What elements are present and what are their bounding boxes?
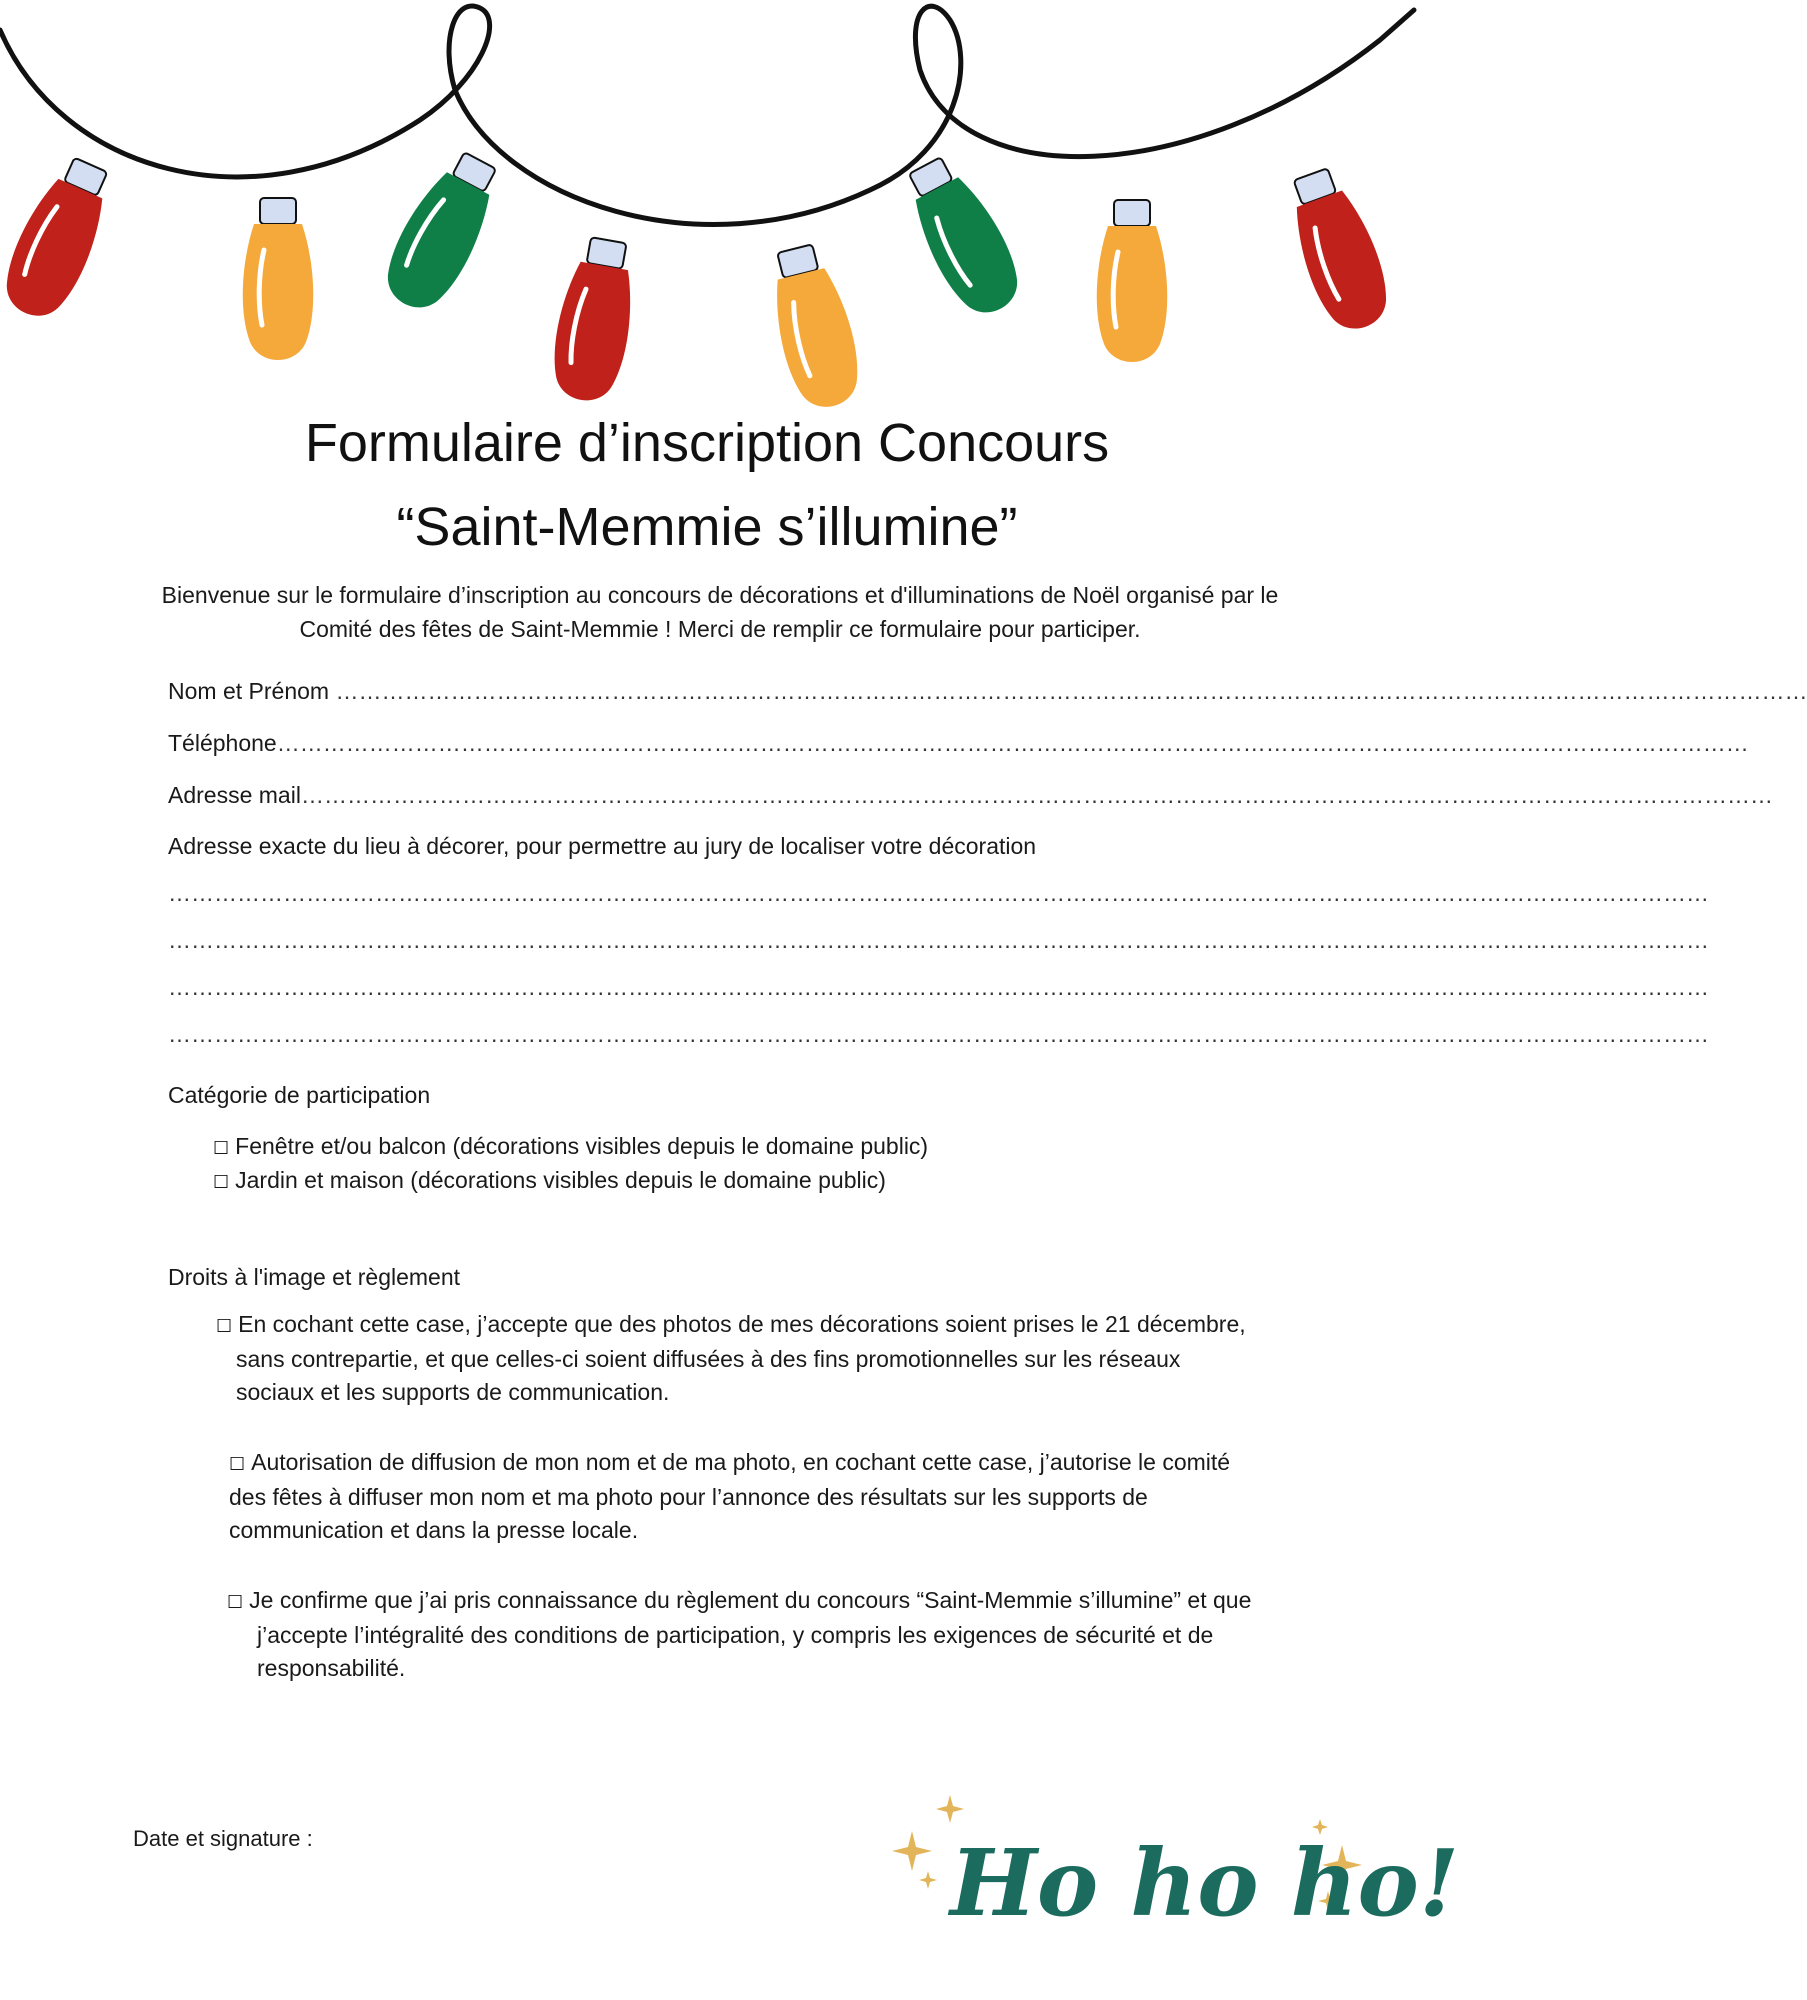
consent-name-photo[interactable] (229, 1446, 1249, 1547)
category-option-label: Jardin et maison (décorations visibles depuis le domaine public) (235, 1167, 886, 1193)
category-heading: Catégorie de participation (168, 1082, 431, 1108)
dotted-line: ………………………………………………………………………………………………………………………………………………………………………… (300, 782, 1773, 808)
bulb-green-1 (373, 144, 511, 320)
ho-ho-ho-greeting (880, 1775, 1460, 1945)
consent-rules-text: Je confirme que j’ai pris connaissance du règlement du concours “Saint-Memmie s’illumine” et que j’accepte l’intégralité des conditions de participation, y compris les exigences de sécurité et de responsabilité. (249, 1587, 1252, 1681)
bulb-red-1 (0, 151, 123, 328)
checkbox-icon[interactable]: ☐ (229, 1454, 246, 1475)
checkbox-icon[interactable]: ☐ (213, 1138, 230, 1159)
dotted-line: ………………………………………………………………………………………………………………………………………………………………………… (276, 730, 1749, 756)
phone-label: Téléphone (168, 730, 277, 756)
name-label: Nom et Prénom (168, 678, 330, 704)
contest-name: “Saint-Memmie s’illumine” (396, 497, 1018, 557)
address-line-2[interactable]: ………………………………………………………………………………………………………………………………………………………………………………… (168, 927, 1709, 953)
rights-heading: Droits à l'image et règlement (168, 1264, 461, 1290)
bulb-red-3 (1277, 162, 1399, 338)
bulb-red-2 (546, 234, 644, 406)
consent-photos-text: En cochant cette case, j’accepte que des photos de mes décorations soient prises le 21 décembre, sans contrepartie, et que celles-ci soient diffusées à des fins promotionnelles sur les réseaux sociaux et les supports de communication. (236, 1311, 1246, 1405)
christmas-lights-garland (0, 0, 1414, 420)
bulb-orange-2 (760, 240, 868, 414)
address-label: Adresse exacte du lieu à décorer, pour permettre au jury de localiser votre décoration (168, 833, 1037, 859)
consent-photos[interactable] (216, 1308, 1256, 1409)
checkbox-icon[interactable]: ☐ (213, 1172, 230, 1193)
bulb-orange-1 (243, 198, 313, 360)
category-option-label: Fenêtre et/ou balcon (décorations visibles depuis le domaine public) (235, 1133, 929, 1159)
name-field[interactable] (168, 678, 1807, 705)
form-title: Formulaire d’inscription Concours (304, 413, 1110, 473)
checkbox-icon[interactable]: ☐ (227, 1592, 244, 1613)
date-signature-label: Date et signature : (133, 1826, 313, 1851)
consent-name-photo-text: Autorisation de diffusion de mon nom et de ma photo, en cochant cette case, j’autorise le comité des fêtes à diffuser mon nom et ma photo pour l’annonce des résultats sur les supports de communication et dans la presse locale. (229, 1449, 1231, 1543)
consent-rules[interactable] (227, 1584, 1287, 1685)
address-line-4[interactable]: ………………………………………………………………………………………………………………………………………………………………………………… (168, 1021, 1709, 1047)
garland-wire (0, 6, 1414, 224)
bulb-green-2 (894, 149, 1032, 325)
category-option-window[interactable] (213, 1130, 928, 1165)
address-line-3[interactable]: ………………………………………………………………………………………………………………………………………………………………………………… (168, 974, 1709, 1000)
email-field[interactable] (168, 782, 1773, 809)
category-option-garden[interactable] (213, 1164, 886, 1199)
greeting-text: Ho ho ho! (950, 1829, 1460, 1937)
email-label: Adresse mail (168, 782, 301, 808)
bulb-orange-3 (1097, 200, 1167, 362)
address-line-1[interactable]: ………………………………………………………………………………………………………………………………………………………………………………… (168, 880, 1709, 906)
phone-field[interactable] (168, 730, 1749, 757)
checkbox-icon[interactable]: ☐ (216, 1316, 233, 1337)
dotted-line: ………………………………………………………………………………………………………………………………………………………………………… (335, 678, 1807, 704)
intro-text: Bienvenue sur le formulaire d’inscription au concours de décorations et d'illuminations de Noël organisé par le Comité des fêtes de Saint-Memmie ! Merci de remplir ce formulaire pour participer. (161, 582, 1279, 642)
